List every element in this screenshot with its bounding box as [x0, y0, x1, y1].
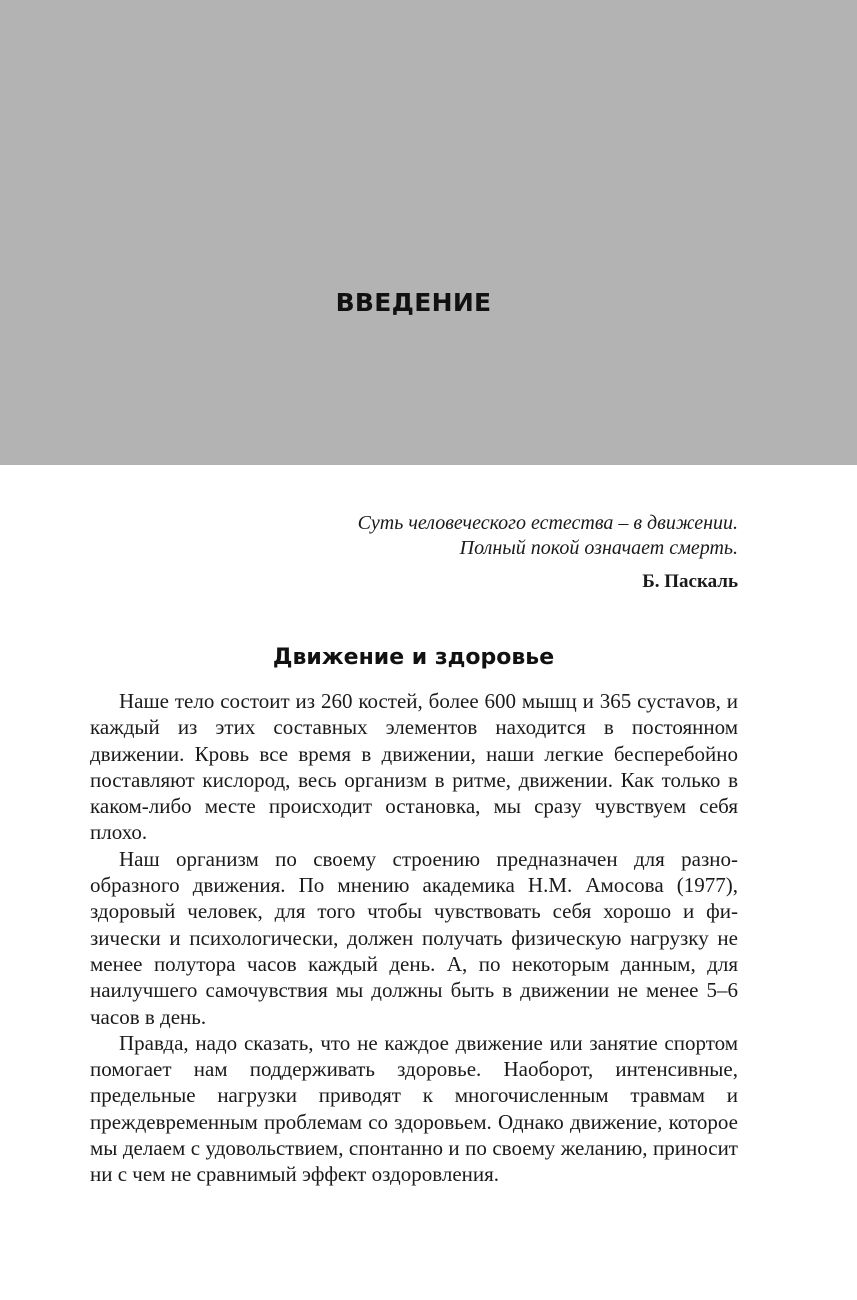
body-text [90, 688, 738, 1188]
epigraph-line-1: Суть человеческого естества – в движении. [357, 512, 738, 534]
epigraph-author: Б. Паскаль [642, 571, 738, 592]
chapter-header-band [0, 0, 857, 465]
paragraph: Правда, надо сказать, что не каждое движение или занятие спортом помогает нам поддерживать здоровье. Наоборот, интенсивные, предельные нагрузки приводят к многочисленным травмам и преждевременным проблемам со здоровьем. Однако движение, которое мы делаем с удовольствием, спонтанно и по своему желанию, приносит ни с чем не сравнимый эффект оздоровления. [90, 1030, 738, 1187]
section-title: Движение и здоровье [272, 645, 555, 670]
epigraph [358, 511, 738, 594]
epigraph-line-2: Полный покой означает смерть. [459, 537, 738, 559]
chapter-title: ВВЕДЕНИЕ [335, 288, 492, 317]
paragraph: Наше тело состоит из 260 костей, более 600 мышц и 365 сустаvов, и каждый из этих составных элементов находится в постоянном движении. Кровь все время в движении, наши легкие бесперебойно поставляют кислород, весь организм в ритме, движении. Как только в каком-либо месте происходит остановка, мы сразу чувствуем себя плохо. [90, 689, 738, 845]
paragraph: Наш организм по своему строению предназначен для разнообразного движения. По мнению академика Н.М. Амосова (1977), здоровый человек, для того чтобы чувствовать себя хорошо и физически и психологически, должен получать физическую нагрузку не менее полутора часов каждый день. А, по некоторым данным, для наилучшего самочувствия мы должны быть в движении не менее 5–6 часов в день. [90, 846, 738, 1029]
